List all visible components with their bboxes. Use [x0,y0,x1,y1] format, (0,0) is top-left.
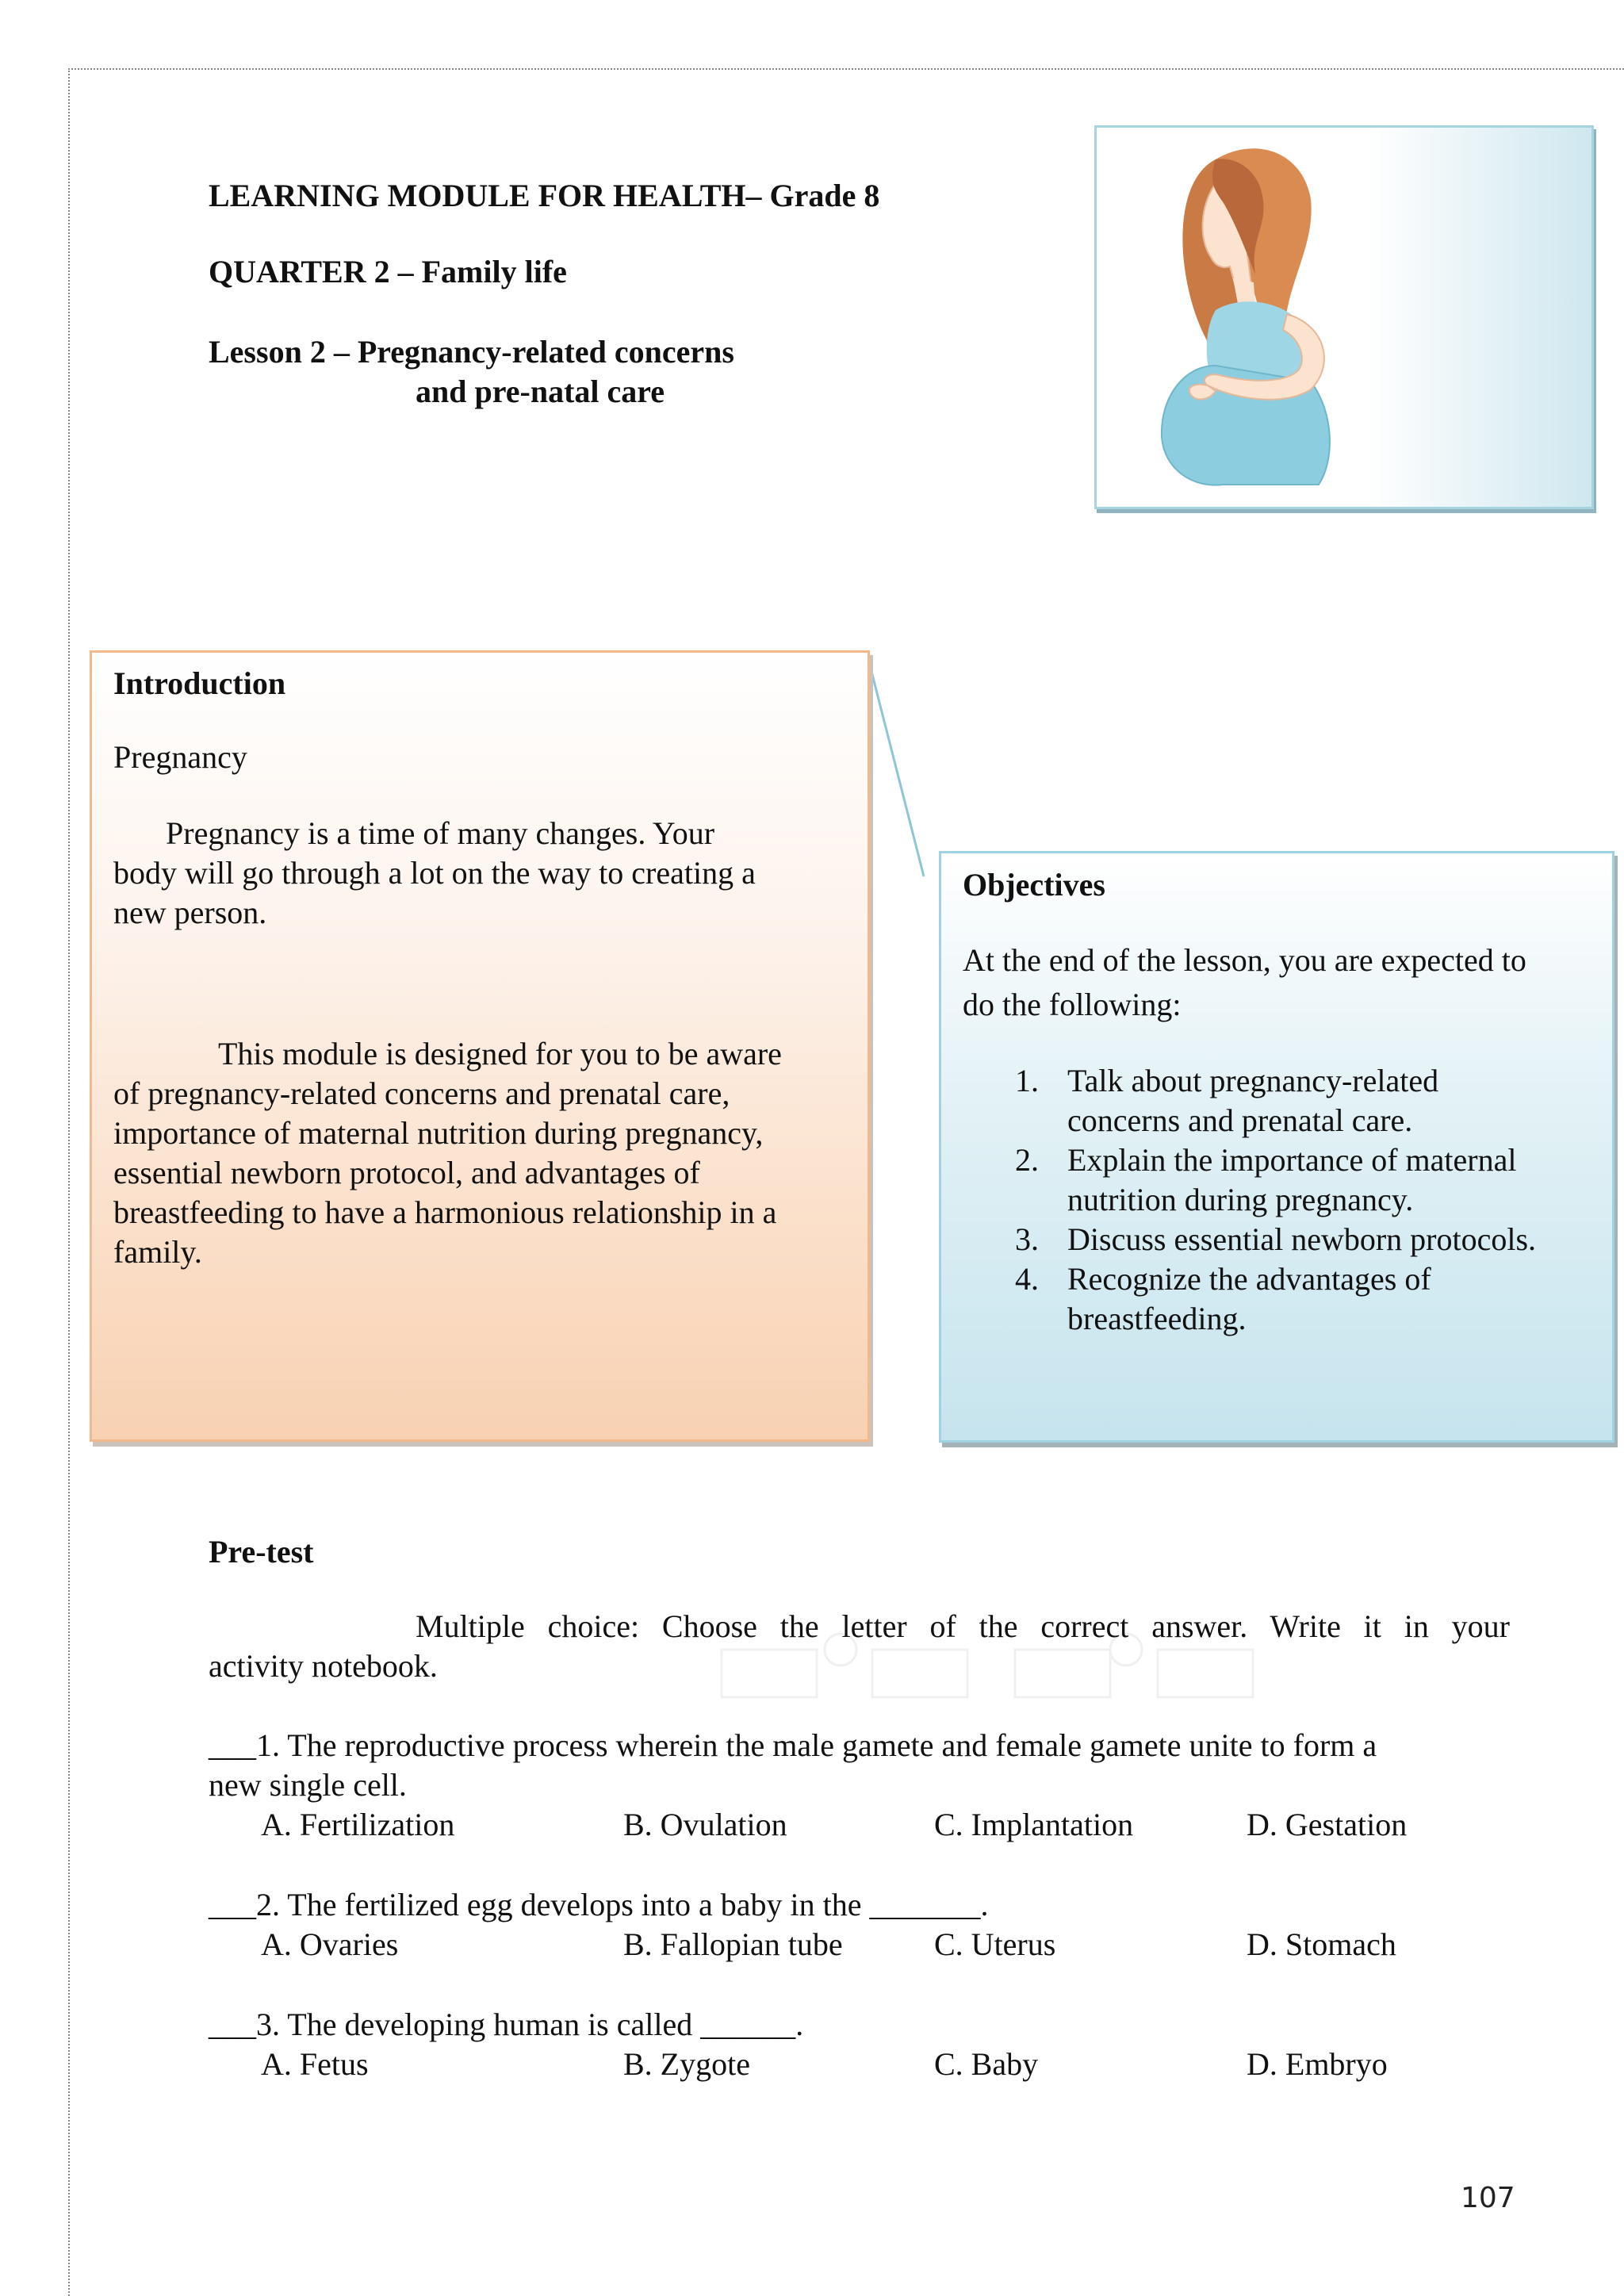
page-number: 107 [1461,2182,1515,2214]
intro-p2-line2: of pregnancy-related concerns and prenatal care, [113,1075,730,1111]
question-2-choice-c: C. Uterus [934,1926,1056,1962]
pregnant-woman-illustration [1094,125,1594,509]
intro-p2-line5: breastfeeding to have a harmonious relationship in a [113,1194,777,1230]
question-2-choice-d: D. Stomach [1247,1926,1396,1962]
intro-p2-line1: This module is designed for you to be aware [218,1036,782,1071]
page-border-left [68,68,70,2296]
question-1-line2: new single cell. [209,1767,407,1803]
objective-number: 1. [1015,1063,1039,1098]
objectives-heading: Objectives [963,867,1105,903]
introduction-heading: Introduction [113,665,286,701]
intro-p2-line6: family. [113,1234,202,1270]
intro-p1-line2: body will go through a lot on the way to creating a [113,855,756,891]
objective-item-2-line2: nutrition during pregnancy. [1067,1182,1414,1217]
objective-item-1-line1: Talk about pregnancy-related [1067,1063,1439,1098]
introduction-subheading: Pregnancy [113,739,247,775]
question-3-choice-d: D. Embryo [1247,2046,1388,2082]
question-2-choice-a: A. Ovaries [261,1926,399,1962]
objective-number: 4. [1015,1261,1039,1297]
question-1-choice-d: D. Gestation [1247,1807,1408,1842]
pregnant-woman-icon [1097,128,1591,507]
objectives-intro-line1: At the end of the lesson, you are expected to [963,942,1526,978]
question-1-choice-a: A. Fertilization [261,1807,455,1842]
pretest-instruction-line1: Multiple choice: Choose the letter of the correct answer. Write it in your [416,1608,1510,1644]
callout-connector [864,650,928,880]
quarter-title: QUARTER 2 – Family life [209,254,567,289]
module-title: LEARNING MODULE FOR HEALTH– Grade 8 [209,178,880,213]
lesson-title-line1: Lesson 2 – Pregnancy-related concerns [209,334,734,370]
question-1-line1: ___1. The reproductive process wherein the male gamete and female gamete unite to form a [209,1727,1377,1763]
page-border-top [68,68,1624,70]
intro-p1-line1: Pregnancy is a time of many changes. Your [166,815,715,851]
pretest-instruction-line2: activity notebook. [209,1648,438,1684]
objective-number: 3. [1015,1221,1039,1257]
question-1-choice-c: C. Implantation [934,1807,1134,1842]
question-3-choice-b: B. Zygote [623,2046,750,2082]
intro-p2-line3: importance of maternal nutrition during pregnancy, [113,1115,764,1151]
question-3-choice-a: A. Fetus [261,2046,369,2082]
intro-p2-line4: essential newborn protocol, and advantages of [113,1155,700,1190]
question-1-choice-b: B. Ovulation [623,1807,787,1842]
question-3-choice-c: C. Baby [934,2046,1039,2082]
pretest-heading: Pre-test [209,1534,314,1570]
question-3-line1: ___3. The developing human is called ______. [209,2007,804,2042]
objective-item-3-line1: Discuss essential newborn protocols. [1067,1221,1537,1257]
intro-p1-line3: new person. [113,895,267,930]
objective-item-4-line1: Recognize the advantages of [1067,1261,1431,1297]
objectives-intro-line2: do the following: [963,987,1182,1022]
objective-item-4-line2: breastfeeding. [1067,1301,1247,1336]
question-2-choice-b: B. Fallopian tube [623,1926,843,1962]
lesson-title-line2: and pre-natal care [416,374,665,409]
objective-item-2-line1: Explain the importance of maternal [1067,1142,1517,1178]
objective-item-1-line2: concerns and prenatal care. [1067,1102,1413,1138]
objective-number: 2. [1015,1142,1039,1178]
question-2-line1: ___2. The fertilized egg develops into a baby in the _______. [209,1887,989,1922]
